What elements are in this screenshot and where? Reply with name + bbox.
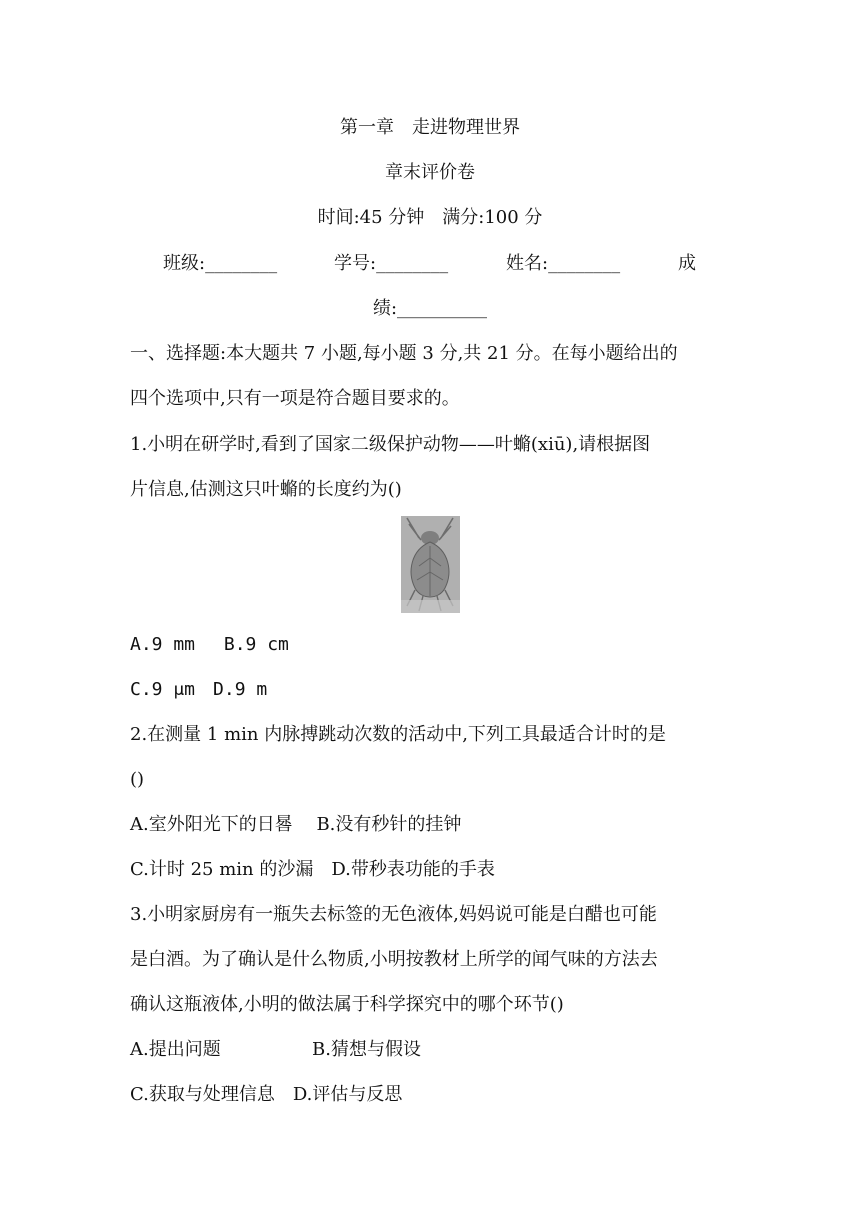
leaf-insect-photo — [401, 516, 460, 613]
question-2-options-cd: C.计时 25 min 的沙漏 D.带秒表功能的手表 — [130, 859, 495, 880]
question-3-options-cd: C.获取与处理信息 D.评估与反思 — [130, 1084, 403, 1105]
question-1-line1: 1.小明在研学时,看到了国家二级保护动物——叶䗛(xiū),请根据图 — [130, 434, 651, 455]
student-number-field: 学号:________ — [334, 253, 449, 274]
score-field-start: 成 — [678, 253, 696, 274]
time-score-line: 时间:45 分钟 满分:100 分 — [317, 207, 543, 228]
chapter-title: 第一章 走进物理世界 — [340, 117, 520, 138]
question-3-line3: 确认这瓶液体,小明的做法属于科学探究中的哪个环节() — [130, 994, 564, 1015]
question-2-line2: () — [130, 769, 145, 790]
question-3-option-b: B.猜想与假设 — [312, 1039, 421, 1060]
leaf-insect-image — [401, 516, 460, 613]
question-1-options-cd: C.9 μm D.9 m — [130, 679, 268, 700]
section-heading-line1: 一、选择题:本大题共 7 小题,每小题 3 分,共 21 分。在每小题给出的 — [130, 343, 678, 364]
question-2-options-ab: A.室外阳光下的日晷 B.没有秒针的挂钟 — [130, 814, 462, 835]
question-3-line2: 是白酒。为了确认是什么物质,小明按教材上所学的闻气味的方法去 — [130, 949, 658, 970]
name-field: 姓名:________ — [506, 253, 621, 274]
score-field-end: 绩:__________ — [372, 298, 488, 319]
question-1-options-ab: A.9 mm B.9 cm — [130, 634, 289, 655]
question-1-line2: 片信息,估测这只叶䗛的长度约为() — [130, 479, 402, 500]
section-heading-line2: 四个选项中,只有一项是符合题目要求的。 — [130, 388, 460, 409]
class-field: 班级:________ — [163, 253, 278, 274]
question-2-line1: 2.在测量 1 min 内脉搏跳动次数的活动中,下列工具最适合计时的是 — [130, 724, 666, 745]
question-3-line1: 3.小明家厨房有一瓶失去标签的无色液体,妈妈说可能是白醋也可能 — [130, 904, 657, 925]
question-3-option-a: A.提出问题 — [130, 1039, 221, 1060]
exam-subtitle: 章末评价卷 — [385, 162, 475, 183]
